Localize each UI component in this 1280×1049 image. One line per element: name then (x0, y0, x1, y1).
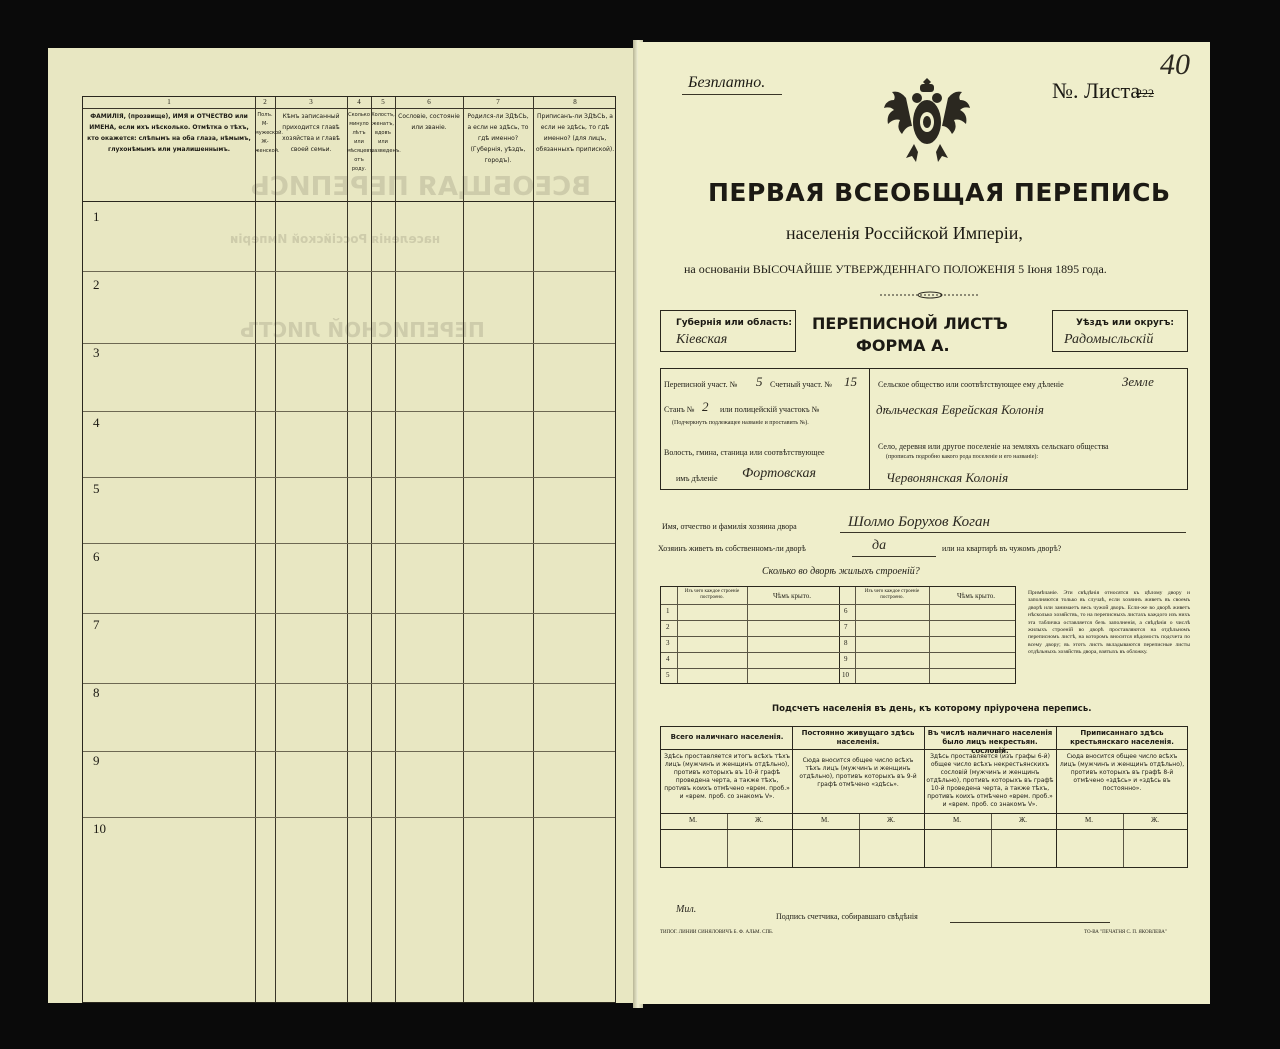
perepis-uchast-value[interactable]: 5 (756, 374, 763, 389)
totals-head-peasant: Приписаннаго здѣсь крестьянскаго населенія. (1070, 729, 1174, 746)
totals-zh-label: Ж. (1151, 816, 1160, 824)
village-value[interactable]: Червонянская Колонія (886, 470, 1009, 485)
guberniya-label: Губернія или область: (676, 318, 792, 328)
row-number: 5 (93, 481, 100, 496)
document-basis: на основаніи ВЫСОЧАЙШЕ УТВЕРЖДЕННАГО ПОЛОЖЕНІЯ 5 Іюня 1895 года. (684, 262, 1107, 276)
buildings-row-number: 3 (666, 639, 670, 647)
owner-lives-label: Хозяинъ живетъ въ собственномъ-ли дворѣ (658, 544, 806, 553)
show-through-text: населенія Россійской Имперіи (230, 232, 441, 246)
signature-label: Подпись счетчика, собиравшаго свѣдѣнія (776, 912, 918, 921)
schetny-uchast-value[interactable]: 15 (844, 374, 857, 389)
society-value-1[interactable]: Земле (1122, 374, 1154, 389)
totals-table (660, 726, 1188, 868)
volost-value[interactable]: Фортовская (742, 466, 816, 481)
census-table (82, 96, 616, 1003)
row-number: 4 (93, 415, 100, 430)
totals-title: Подсчетъ населенія въ день, къ которому пріурочена перепись. (772, 704, 1092, 714)
row-number: 2 (93, 277, 100, 292)
column-header-sex: Полъ. М-мужеской. Ж-женской. (255, 112, 283, 154)
society-value-2[interactable]: дѣльческая Еврейская Колонія (876, 402, 1044, 417)
column-header-name: ФАМИЛІЯ, (прозвище), ИМЯ и ОТЧЕСТВО или ИМЕНА, если ихъ нѣсколько. Отмѣтка о тѣхъ, кто окажется: слѣпымъ на оба глаза, нѣмымъ, глухонѣмымъ или умалишеннымъ. (87, 113, 251, 153)
row-number: 1 (93, 209, 100, 224)
buildings-row-number: 10 (842, 671, 849, 679)
owner-label: Имя, отчество и фамилія хозяина двора (662, 522, 797, 531)
village-note: (прописать подробно какого рода поселеніе и его названіе): (886, 454, 1039, 460)
uezd-label: Уѣздъ или округъ: (1076, 318, 1174, 328)
row-number: 8 (93, 685, 100, 700)
owner-lives-value[interactable]: да (872, 538, 887, 553)
totals-m-label: М. (689, 816, 697, 824)
printer-left: ТИПОГ. ЛИНИИ СИНЯЛОВИЧЪ Б. Ф. АЛЬМ. СПБ. (660, 930, 774, 935)
underline-note: (Подчеркнуть подлежащее названіе и проставить №). (672, 420, 809, 426)
buildings-col-material: Изъ чего каждое строеніе построено. (864, 589, 920, 600)
totals-zh-label: Ж. (755, 816, 764, 824)
volost-label: Волость, гмина, станица или соотвѣтствующее (664, 448, 825, 457)
buildings-note: Примѣчаніе. Эти свѣдѣнія относятся къ цѣлому двору и заполняются только въ случаѣ, если хозяинъ живетъ въ своемъ дворѣ или занимаетъ весь чужой дворъ. Если-же во дворѣ живетъ нѣсколько хозяйствъ, то на переписныхъ листахъ каждого изъ нихъ эта табличка оставляется безъ заполненія, а свѣдѣнія о числѣ жилыхъ строеній во дворѣ проставляются на отдѣльномъ переписномъ листѣ, на которомъ вносится вѣдомость подсчета по всему двору; въ этотъ листъ вкладываются переписные листы отдѣльныхъ хозяйствъ двора, взятыхъ въ обложку. (1028, 590, 1190, 656)
totals-m-label: М. (1085, 816, 1093, 824)
sheet-label: №. Листа (1052, 78, 1141, 103)
column-number: 3 (309, 98, 313, 106)
sheet-number-struck: 222 (1136, 86, 1154, 100)
column-header-age: Сколько минуло лѣтъ или мѣсяцевъ отъ роду. (347, 112, 373, 172)
totals-desc-peasant: Сюда вносится общее число всѣхъ лицъ (мужчинъ и женщинъ отдѣльно), противъ которыхъ въ графѣ 8-й отмѣчено «здѣсь» и «здѣсь въ постоянно». (1059, 753, 1185, 792)
buildings-col-roof: Чѣмъ крыто. (773, 592, 811, 600)
schetny-uchast-label: Счетный участ. № (770, 380, 832, 389)
buildings-row-number: 5 (666, 671, 670, 679)
stan-label: Станъ № (664, 405, 695, 414)
totals-desc-permanent: Сюда вносится общее число всѣхъ тѣхъ лицъ (мужчинъ и женщинъ отдѣльно), противъ которыхъ въ 9-й графѣ отмѣчено «здѣсь». (799, 757, 917, 788)
uezd-value[interactable]: Радомысльскій (1064, 332, 1154, 347)
imperial-eagle-emblem (884, 74, 970, 166)
row-number: 3 (93, 345, 100, 360)
buildings-row-number: 8 (844, 639, 848, 647)
totals-m-label: М. (821, 816, 829, 824)
village-label: Село, деревня или другое поселеніе на земляхъ сельскаго общества (878, 442, 1109, 451)
owner-value[interactable]: Шолмо Борухов Коган (848, 514, 990, 530)
totals-zh-label: Ж. (887, 816, 896, 824)
column-header-registered: Приписанъ-ли ЗДѢСЬ, а если не здѣсь, то гдѣ именно? (для лицъ, обязанныхъ припиской). (535, 113, 615, 153)
form-title-2: ФОРМА А. (856, 336, 950, 355)
signature-value[interactable]: Мил. (676, 904, 697, 915)
column-header-estate: Сословіе, состояніе или званіе. (398, 113, 460, 131)
column-number: 5 (381, 98, 385, 106)
show-through-text: ВСЕОБЩАЯ ПЕРЕПИСЬ (250, 172, 591, 202)
column-header-relation: Кѣмъ записанный приходится главѣ хозяйства и главѣ своей семьи. (282, 113, 340, 153)
free-label: Безплатно. (688, 74, 766, 91)
column-number: 4 (357, 98, 361, 106)
sheet-number-handwritten: 40 (1160, 48, 1190, 81)
column-number: 8 (573, 98, 577, 106)
totals-head-present: Всего наличнаго населенія. (670, 733, 784, 741)
totals-head-permanent: Постоянно живущаго здѣсь населенія. (801, 729, 915, 746)
guberniya-value[interactable]: Кіевская (676, 332, 728, 347)
document-title: ПЕРВАЯ ВСЕОБЩАЯ ПЕРЕПИСЬ (708, 178, 1171, 207)
owner-lives-alt: или на квартирѣ въ чужомъ дворѣ? (942, 544, 1062, 553)
column-header-birthplace: Родился-ли ЗДѢСЬ, а если не здѣсь, то гдѣ именно? (Губернія, уѣздъ, городъ). (467, 113, 529, 164)
totals-m-label: М. (953, 816, 961, 824)
volost-label-2: имъ дѣленіе (676, 474, 718, 483)
perepis-uchast-label: Переписной участ. № (664, 380, 738, 389)
buildings-question: Сколько во дворѣ жилыхъ строеній? (762, 566, 920, 577)
row-number: 7 (93, 617, 100, 632)
totals-zh-label: Ж. (1019, 816, 1028, 824)
buildings-row-number: 9 (844, 655, 848, 663)
printer-right: ТО-ВА "ПЕЧАТНЯ С. П. ЯКОВЛЕВА" (1084, 930, 1167, 935)
column-number: 1 (167, 98, 171, 106)
show-through-text: ПЕРЕПИСНОЙ ЛИСТЪ (240, 318, 485, 342)
police-label: или полицейскій участокъ № (720, 405, 820, 414)
buildings-col-roof: Чѣмъ крыто. (957, 592, 995, 600)
row-number: 9 (93, 753, 100, 768)
row-number: 10 (93, 821, 106, 836)
buildings-row-number: 6 (844, 607, 848, 615)
buildings-row-number: 7 (844, 623, 848, 631)
totals-desc-present: Здѣсь проставляется итогъ всѣхъ тѣхъ лицъ (мужчинъ и женщинъ отдѣльно), противъ которыхъ въ 10-й графѣ проведена черта, а также тѣхъ, противъ коихъ отмѣчено «врем. проб.» и «врем. проб. со знакомъ V». (664, 753, 790, 800)
buildings-col-material: Изъ чего каждое строеніе построено. (684, 589, 740, 600)
row-number: 6 (93, 549, 100, 564)
totals-desc-non-peasant: Здѣсь проставляется (изъ графы 6-й) общее число всѣхъ некрестьянскихъ сословій (мужчинъ и женщинъ отдѣльно), противъ которыхъ въ графѣ 10-й проведена черта, а также тѣхъ, противъ коихъ отмѣчено «врем. проб.» и «врем. проб. со знакомъ V». (926, 753, 1054, 808)
stan-value[interactable]: 2 (702, 399, 709, 414)
column-header-marital: Холостъ, женатъ, вдовъ или разведенъ. (371, 112, 401, 154)
form-title-1: ПЕРЕПИСНОЙ ЛИСТЪ (812, 314, 1008, 333)
column-number: 7 (496, 98, 500, 106)
column-number: 2 (263, 98, 267, 106)
document-subtitle: населенія Россійской Имперіи, (786, 223, 1023, 243)
buildings-row-number: 4 (666, 655, 670, 663)
buildings-row-number: 2 (666, 623, 670, 631)
column-number: 6 (427, 98, 431, 106)
ornament-divider (880, 290, 980, 300)
totals-head-non-peasant: Въ числѣ наличнаго населенія было лицъ некрестьян. сословій. (927, 729, 1053, 755)
society-label: Сельское общество или соотвѣтствующее ему дѣленіе (878, 380, 1064, 389)
buildings-row-number: 1 (666, 607, 670, 615)
buildings-table (660, 586, 1016, 684)
